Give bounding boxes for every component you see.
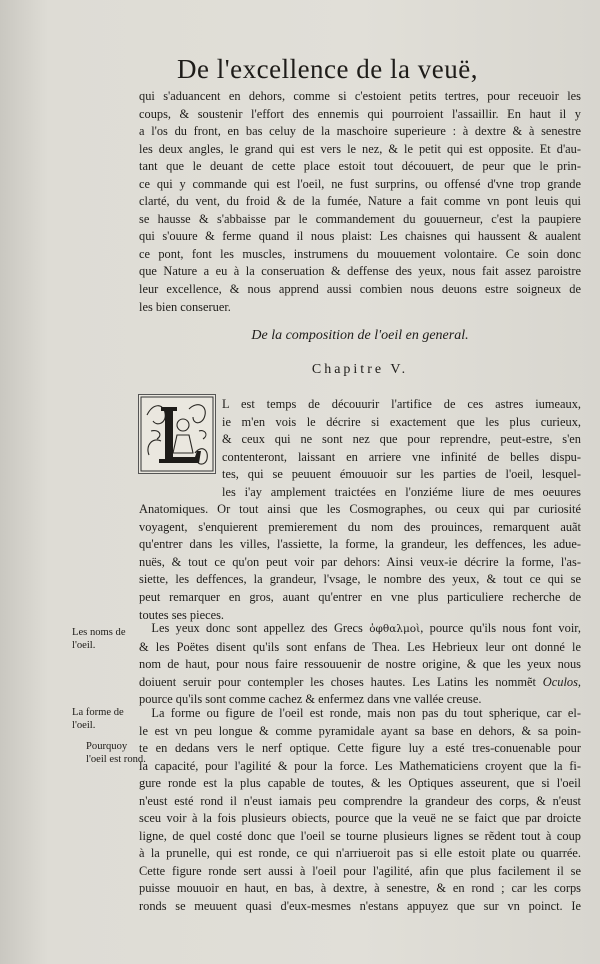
text-line: se hausse & s'abbaisse par le commandement du gouuerneur, c'est la paupiere (139, 211, 581, 226)
text-line (139, 620, 581, 639)
text-line: les i'ay amplement traictées en l'onziéme liure de mes oeuures (222, 484, 581, 499)
text-line: coups, & soustenir l'effort des ennemis qui pourroient l'assaillir. En haut il y (139, 106, 581, 121)
paragraph-2 (139, 396, 581, 624)
text-line: gure ronde est la plus capable de toutes, & les Optiques asseurent, que si l'oeil (139, 776, 581, 791)
margin-note-line: l'oeil. (72, 640, 96, 651)
text-line: leur excellence, & nous apprend aussi combien nous deuons estre soigneux de (139, 282, 581, 297)
margin-note-line: l'oeil. (72, 720, 96, 731)
text-line: tant que le deuant de cette place estoit tout découuert, de peur que le prin- (139, 159, 581, 174)
text-run: Les yeux donc sont appellez des Grecs (151, 621, 370, 635)
text-line: pource qu'ils sont comme cachez & enfermez dans vne vallée creuse. (139, 692, 482, 707)
text-line: le est vn peu longue & comme pyramidale ayant sa base en dehors, & sa poin- (139, 723, 581, 738)
text-run: , pource qu'ils nous font voir, (420, 621, 581, 635)
text-line: nom de haut, pour nous faire ressouuenir de nostre origine, & que les yeux nous (139, 657, 581, 672)
text-run: doiuent seruir pour contempler les choses hautes. Les Latins les nommẽt (139, 674, 543, 689)
text-line: sceu voir à la fois plusieurs obiects, pource que la veuë ne se faict que par droicte (139, 811, 581, 826)
text-line: n'eust esté rond il n'eust iamais peu comprendre la grandeur des corps, & n'eust (139, 793, 581, 808)
text-line: toutes ses pieces. (139, 607, 224, 622)
text-line: siette, les deffences, la grandeur, l'vsage, le nombre des yeux, & tout ce qui se (139, 572, 581, 587)
text-line: qui s'aduancent en dehors, comme si c'estoient petits tertres, pour receuoir les (139, 89, 581, 103)
text-line: clarté, du vent, du froid & de la fumée, Nature a fait comme vn pont leuis qui (139, 194, 581, 209)
text-line: ce qui y commande qui est l'oeil, ne fust surprins, ou offensé d'vne trop grande (139, 176, 581, 191)
text-line: nuës, & tout ce qu'on peut voir par dehors: Ainsi veux-ie décrire la forme, l'as- (139, 554, 581, 569)
text-line: les deux angles, le grand qui est vers le nez, & le petit qui est opposite. Et d'au- (139, 141, 581, 156)
margin-note-line: Pourquoy (86, 741, 128, 752)
greek-word: ὀφθαλμοὶ (369, 623, 421, 635)
text-line: & les Poëtes disent qu'ils sont enfans de Thea. Les Hebrieux leur ont donné le (139, 639, 581, 654)
text-line: les bien conseruer. (139, 299, 231, 314)
text-line: que Nature a eu à la conseruation & deffense des yeux, nous fait assez paroistre (139, 264, 581, 279)
text-line: L est temps de découurir l'artifice de ces astres iumeaux, (222, 397, 581, 411)
section-title: De la composition de l'oeil en general. (251, 328, 469, 343)
text-line: & ceux qui ne sont nez que pour reprendre, peut-estre, s'en (222, 432, 581, 447)
text-line: tes, qui se peuuent émouuoir sur les parties de l'oeil, lesquel- (222, 467, 581, 482)
text-line: qui s'ouure & ferme quand il nous plaist: Les chaisnes qui haussent & aualent (139, 229, 581, 244)
text-line: Cette figure ronde sert aussi à l'oeil pour l'agilité, afin que plus facilement il se (139, 863, 581, 878)
text-line: contenteront, laissant en arriere vne infinité de belles dispu- (222, 449, 581, 464)
text-line: à la prunelle, qui est ronde, ce qui n'arriueroit pas si elle estoit plate ou quarrée. (139, 846, 581, 861)
margin-note-line: l'oeil est rond. (86, 754, 146, 765)
running-head-text: De l'excellence de la veuë, (177, 54, 478, 84)
text-line: puisse mouuoir en haut, en bas, à dextre, à senestre, & en rond ; car les corps (139, 881, 581, 896)
text-line: voyagent, s'enquierent premierement du nom des prouinces, remarquent auãt (139, 519, 581, 534)
text-line: ligne, de quel costé donc que l'oeil se tourne plusieurs lignes se rẽdent tout à coup (139, 828, 581, 843)
chapter-heading: Chapitre V. (311, 362, 409, 377)
margin-note-names (72, 626, 126, 652)
margin-note-line: La forme de (72, 707, 124, 718)
text-line: la capacité, pour l'agilité & pour la force. Les Mathematiciens croyent que la fi- (139, 758, 581, 773)
text-run: La forme ou figure de l'oeil est ronde, mais non pas du tout spherique, car el- (151, 706, 581, 720)
text-line: ie m'en vois le décrire si exactement que les plus curieux, (222, 414, 581, 429)
paragraph-3 (139, 620, 581, 709)
text-line: Anatomiques. Or tout ainsi que les Cosmographes, ou ceux qui par curiosité (139, 502, 581, 517)
paragraph-1 (139, 88, 581, 316)
margin-note-form (72, 706, 124, 732)
text-line: a l'os du front, en bas celuy de la maschoire superieure : à dextre & à senestre (139, 124, 581, 139)
text-line: peut remarquer en gros, auant qu'entrer en vne plus particuliere recherche de (139, 590, 581, 605)
text-line: ce pont, font les muscles, instrumens du mouuement volontaire. Ce soin donc (139, 246, 581, 261)
text-line: qu'entrer dans les villes, l'assiette, la forme, la grandeur, les deffences, les adue- (139, 537, 581, 552)
margin-note-line: Les noms de (72, 627, 126, 638)
margin-note-why-round (86, 740, 146, 766)
latin-word: Oculos, (542, 674, 581, 689)
running-head (0, 54, 600, 85)
text-line (139, 674, 581, 692)
paragraph-4 (139, 705, 581, 916)
text-line: ronds se meuuent quasi d'eux-mesmes n'estans appuyez que sur vn poinct. Ie (139, 899, 581, 914)
text-line (139, 705, 581, 723)
text-line: te en dedans vers le nerf optique. Cette figure luy a esté tres-conuenable pour (139, 741, 581, 756)
